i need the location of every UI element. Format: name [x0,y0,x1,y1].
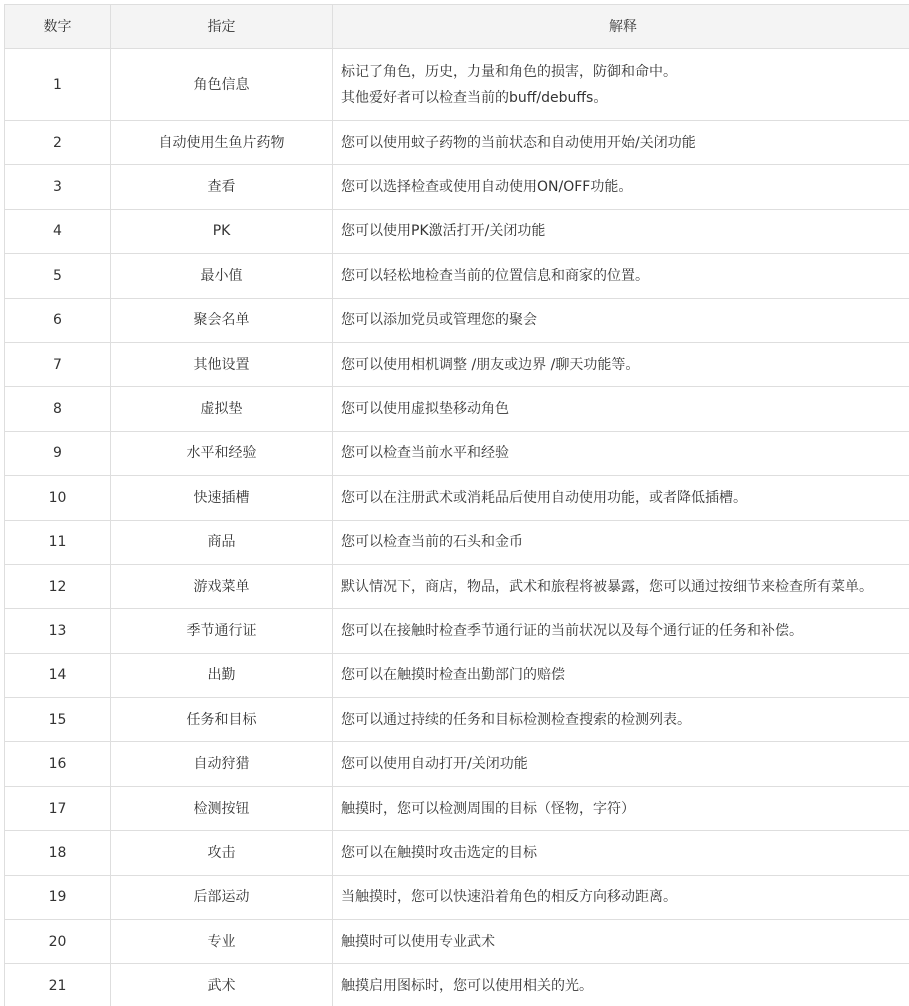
description-line: 您可以选择检查或使用自动使用ON/OFF功能。 [341,179,633,196]
row-name: 最小值 [111,254,333,298]
row-number: 9 [5,431,111,475]
table-row [5,653,909,697]
description-line: 您可以使用虚拟垫移动角色 [341,401,509,418]
row-name: 后部运动 [111,875,333,919]
table-row [5,476,909,520]
row-number: 11 [5,520,111,564]
row-name: 聚会名单 [111,298,333,342]
ui-legend-table [4,4,909,1006]
row-number: 8 [5,387,111,431]
row-name: 查看 [111,165,333,209]
description-line: 您可以在接触时检查季节通行证的当前状况以及每个通行证的任务和补偿。 [341,622,803,639]
description-line: 您可以使用蚊子药物的当前状态和自动使用开始/关闭功能 [341,134,696,151]
row-description [333,298,909,342]
row-number: 5 [5,254,111,298]
row-name: 其他设置 [111,342,333,386]
description-line: 默认情况下，商店，物品，武术和旅程将被暴露，您可以通过按细节来检查所有菜单。 [341,578,873,595]
description-line: 您可以在触摸时攻击选定的目标 [341,844,537,861]
row-number: 2 [5,121,111,165]
description-line: 您可以添加党员或管理您的聚会 [341,312,537,329]
description-line: 您可以检查当前水平和经验 [341,445,509,462]
row-number: 1 [5,49,111,121]
row-number: 13 [5,609,111,653]
table-row [5,875,909,919]
row-description [333,742,909,786]
row-number: 16 [5,742,111,786]
row-description [333,698,909,742]
row-number: 20 [5,920,111,964]
row-description [333,831,909,875]
row-number: 15 [5,698,111,742]
row-name: 专业 [111,920,333,964]
row-number: 21 [5,964,111,1006]
row-description [333,920,909,964]
table-row [5,786,909,830]
description-line: 触摸时可以使用专业武术 [341,933,495,950]
description-line: 当触摸时，您可以快速沿着角色的相反方向移动距离。 [341,889,677,906]
row-description [333,49,909,121]
header-number: 数字 [5,5,111,49]
row-name: 自动使用生鱼片药物 [111,121,333,165]
table-row [5,964,909,1006]
row-name: PK [111,209,333,253]
row-description [333,786,909,830]
description-line: 您可以轻松地检查当前的位置信息和商家的位置。 [341,267,649,284]
row-name: 游戏菜单 [111,564,333,608]
table-row [5,387,909,431]
table-row [5,831,909,875]
row-name: 季节通行证 [111,609,333,653]
row-number: 19 [5,875,111,919]
row-description [333,653,909,697]
header-description: 解释 [333,5,909,49]
row-number: 7 [5,342,111,386]
table-row [5,165,909,209]
row-name: 出勤 [111,653,333,697]
row-name: 快速插槽 [111,476,333,520]
description-line: 触摸启用图标时，您可以使用相关的光。 [341,978,593,995]
table-row [5,920,909,964]
row-name: 商品 [111,520,333,564]
description-line: 您可以通过持续的任务和目标检测检查搜索的检测列表。 [341,711,691,728]
row-description [333,431,909,475]
table-body [5,49,909,1006]
row-number: 4 [5,209,111,253]
row-name: 任务和目标 [111,698,333,742]
row-description [333,121,909,165]
row-description [333,165,909,209]
row-number: 10 [5,476,111,520]
description-line: 标记了角色，历史，力量和角色的损害，防御和命中。 [341,63,677,80]
table-row [5,698,909,742]
row-number: 3 [5,165,111,209]
table-row [5,609,909,653]
row-number: 18 [5,831,111,875]
row-description [333,254,909,298]
table-row [5,742,909,786]
row-name: 自动狩猎 [111,742,333,786]
description-line: 您可以检查当前的石头和金币 [341,534,523,551]
row-description [333,520,909,564]
table-row [5,298,909,342]
row-description [333,209,909,253]
row-description [333,342,909,386]
row-description [333,387,909,431]
table-row [5,431,909,475]
row-description [333,875,909,919]
table-row [5,121,909,165]
table-row [5,254,909,298]
table-row [5,209,909,253]
row-description [333,476,909,520]
description-line: 您可以在触摸时检查出勤部门的赔偿 [341,667,565,684]
row-name: 攻击 [111,831,333,875]
row-number: 14 [5,653,111,697]
row-name: 武术 [111,964,333,1006]
row-number: 6 [5,298,111,342]
table-row [5,342,909,386]
row-name: 水平和经验 [111,431,333,475]
row-name: 检测按钮 [111,786,333,830]
description-line: 其他爱好者可以检查当前的buff/debuffs。 [341,89,608,106]
table-row [5,564,909,608]
description-line: 触摸时，您可以检测周围的目标（怪物，字符） [341,800,635,817]
row-description [333,564,909,608]
row-name: 角色信息 [111,49,333,121]
row-number: 17 [5,786,111,830]
description-line: 您可以使用自动打开/关闭功能 [341,756,528,773]
table-row [5,49,909,121]
table-header-row [5,5,909,49]
row-description [333,609,909,653]
description-line: 您可以使用PK激活打开/关闭功能 [341,223,546,240]
table-row [5,520,909,564]
row-name: 虚拟垫 [111,387,333,431]
description-line: 您可以在注册武术或消耗品后使用自动使用功能，或者降低插槽。 [341,489,747,506]
row-number: 12 [5,564,111,608]
description-line: 您可以使用相机调整 /朋友或边界 /聊天功能等。 [341,356,640,373]
row-description [333,964,909,1006]
header-name: 指定 [111,5,333,49]
